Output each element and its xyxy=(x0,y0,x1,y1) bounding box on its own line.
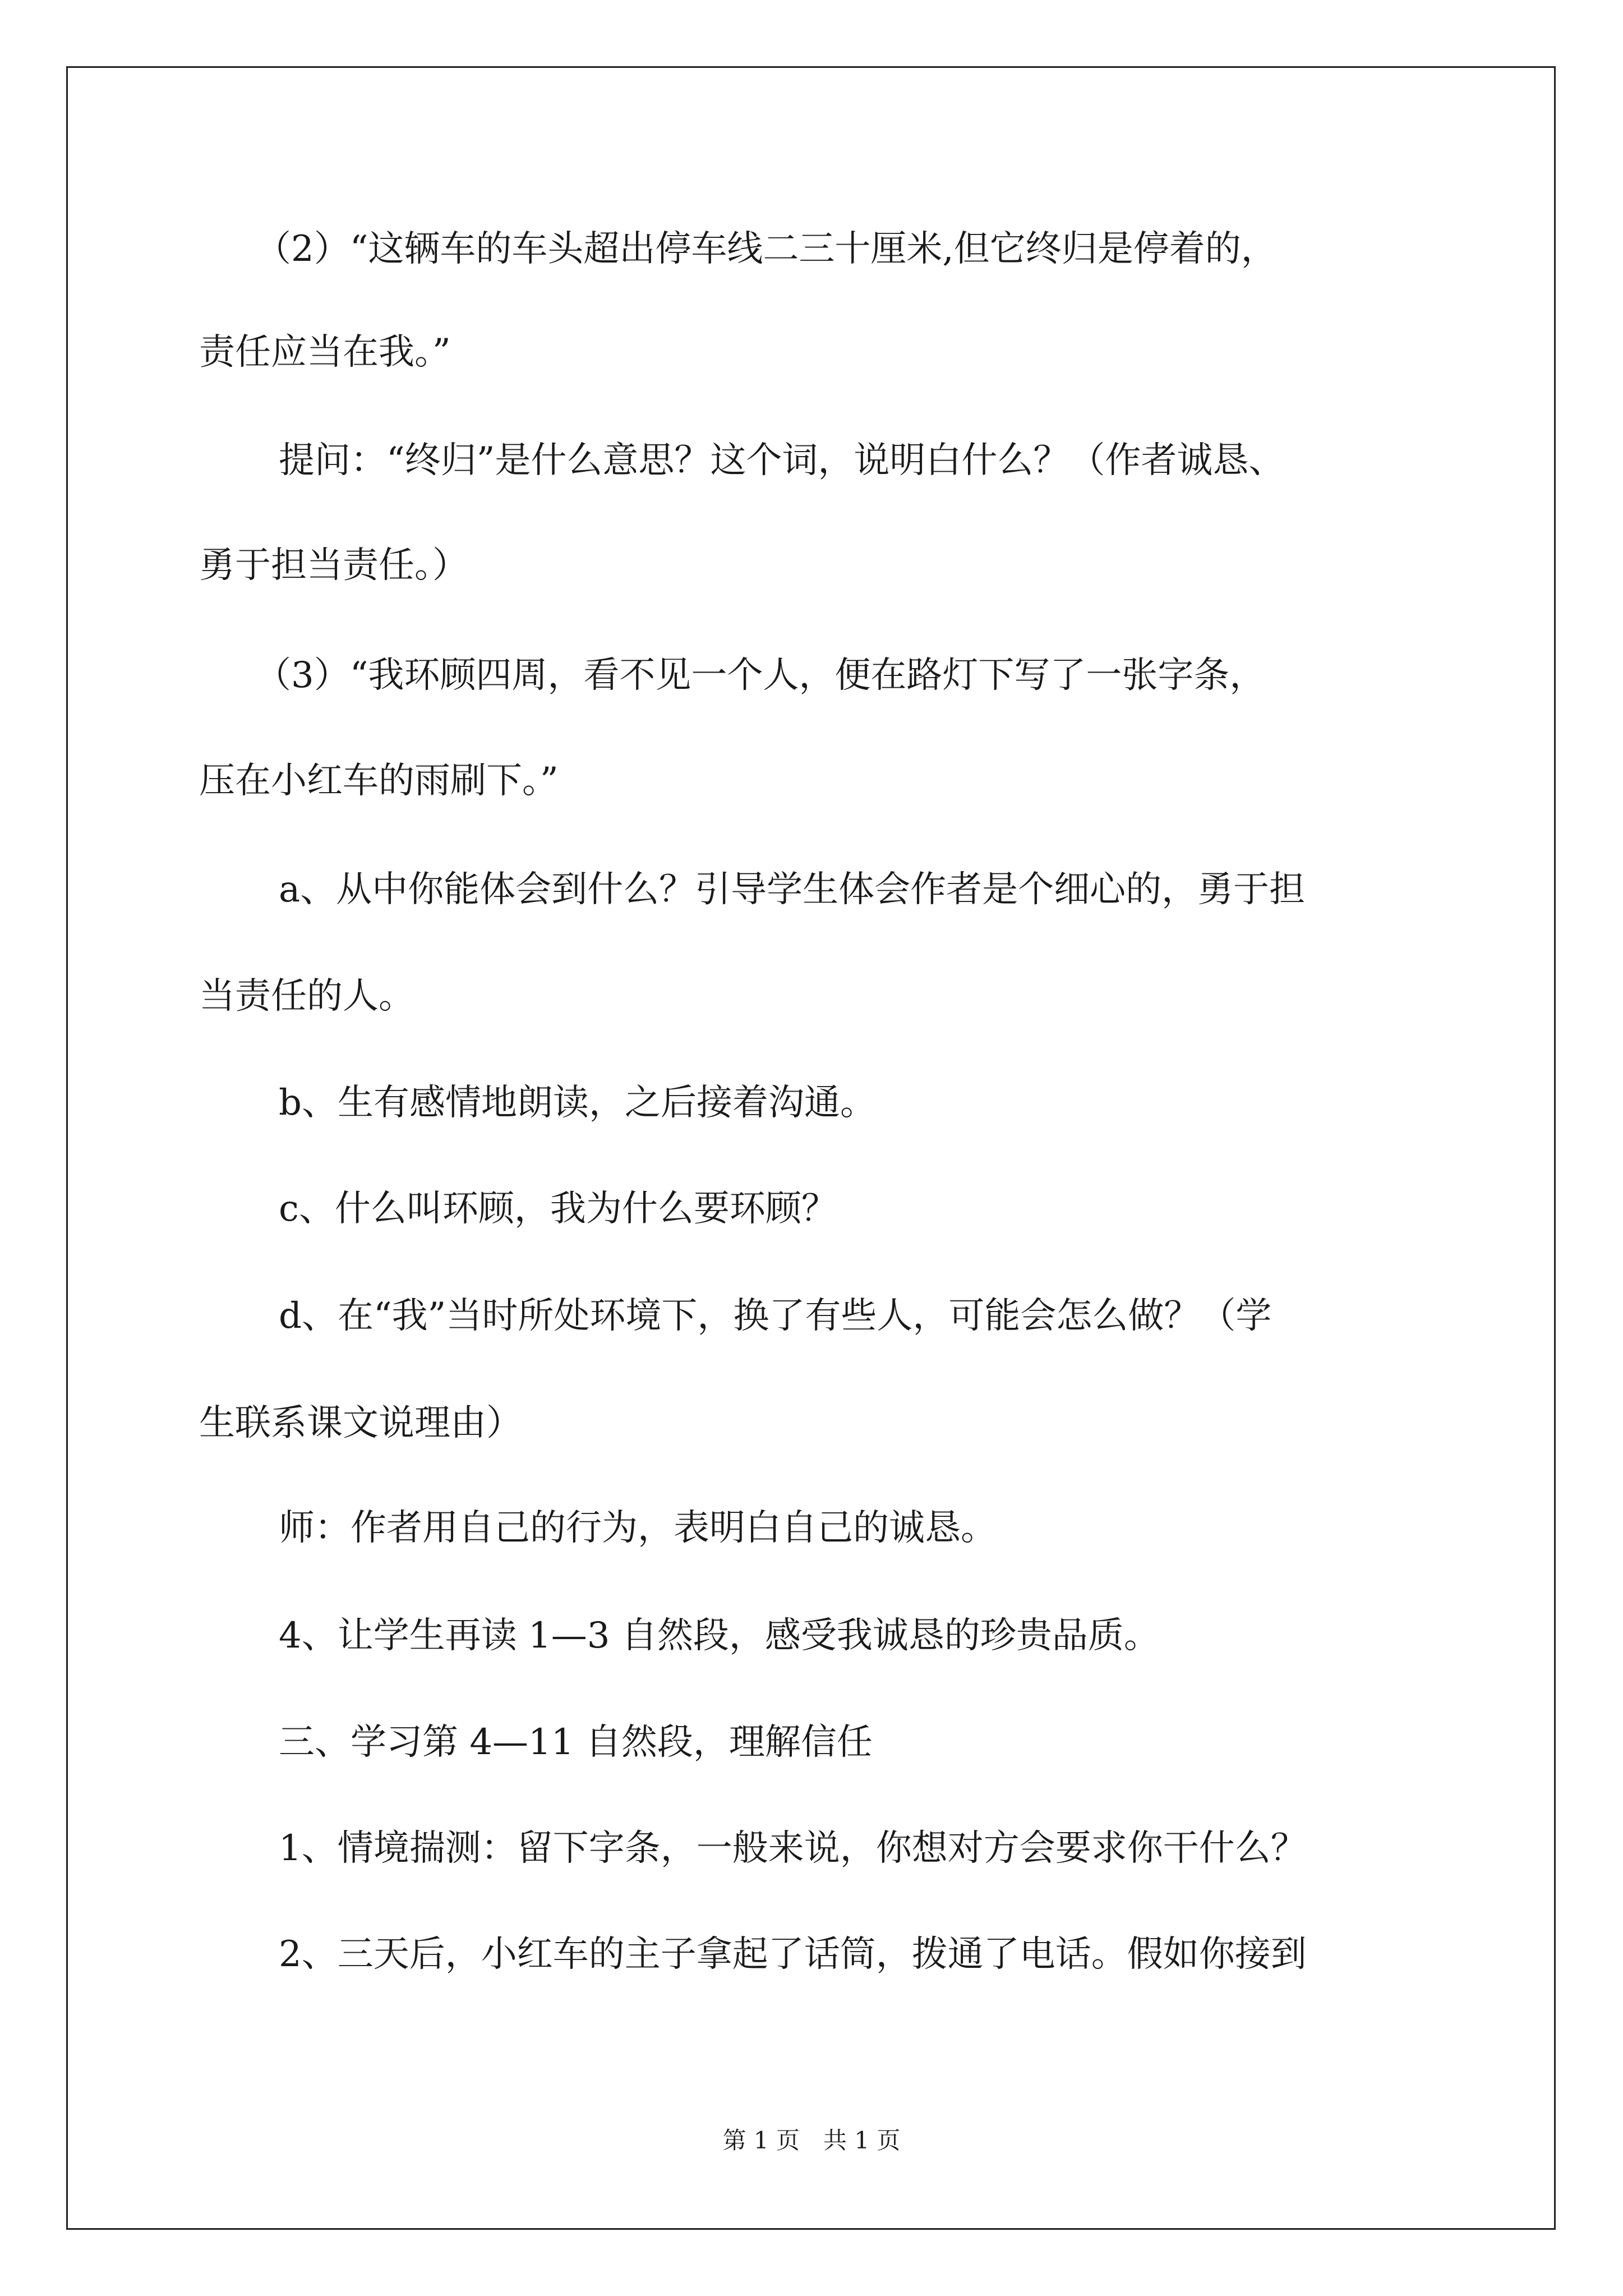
text-line: （3）“我环顾四周，看不见一个人，便在路灯下写了一张字条， xyxy=(255,655,1266,696)
text-line: 责任应当在我。” xyxy=(199,332,451,373)
text-line: a、从中你能体会到什么？引导学生体会作者是个细心的，勇于担 xyxy=(279,869,1306,910)
page-footer: 第 1 页 共 1 页 xyxy=(722,2127,901,2154)
page-border xyxy=(66,66,1556,2230)
text-line: （2）“这辆车的车头超出停车线二三十厘米,但它终归是停着的， xyxy=(255,228,1277,270)
text-line: b、生有感情地朗读，之后接着沟通。 xyxy=(279,1082,876,1124)
text-line: c、什么叫环顾，我为什么要环顾？ xyxy=(279,1188,837,1230)
text-line: 1、情境揣测：留下字条，一般来说，你想对方会要求你干什么？ xyxy=(279,1828,1307,1869)
text-line: d、在“我”当时所处环境下，换了有些人，可能会怎么做？（学 xyxy=(279,1295,1272,1337)
text-line: 4、让学生再读 1—3 自然段，感受我诚恳的珍贵品质。 xyxy=(279,1615,1160,1657)
text-line: 提问：“终归”是什么意思？这个词，说明白什么？（作者诚恳、 xyxy=(279,440,1285,481)
text-line: 生联系课文说理由） xyxy=(199,1402,522,1444)
text-line: 师：作者用自己的行为，表明白自己的诚恳。 xyxy=(279,1507,997,1549)
text-line: 三、学习第 4—11 自然段，理解信任 xyxy=(279,1722,873,1763)
text-line: 压在小红车的雨刷下。” xyxy=(199,760,559,802)
text-line: 勇于担当责任。） xyxy=(199,545,468,586)
text-line: 当责任的人。 xyxy=(199,976,414,1017)
text-line: 2、三天后，小红车的主子拿起了话筒，拨通了电话。假如你接到 xyxy=(279,1934,1307,1975)
